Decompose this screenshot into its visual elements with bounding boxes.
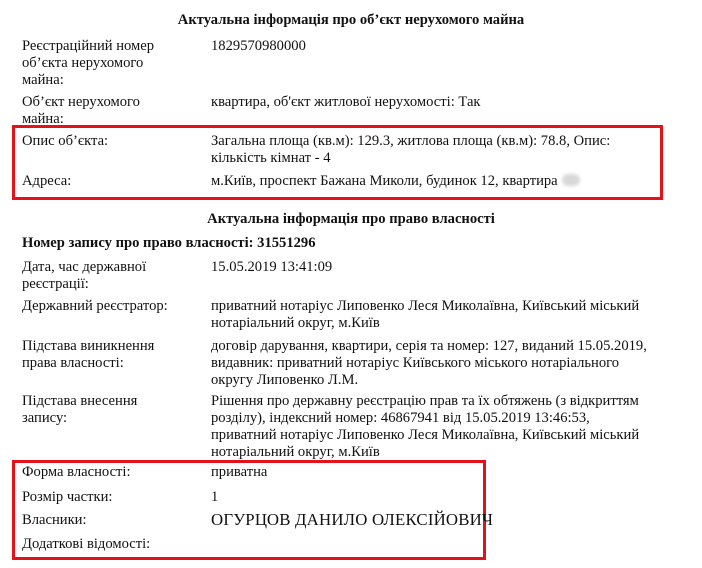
address-text: м.Київ, проспект Бажана Миколи, будинок 12, квартира	[211, 173, 558, 189]
redacted-apartment-icon	[562, 174, 580, 186]
owners-label: Власники:	[22, 512, 87, 528]
entry-basis-label: Підстава внесення запису:	[22, 393, 138, 426]
additional-info-label: Додаткові відомості:	[22, 536, 151, 552]
address-label: Адреса:	[22, 173, 72, 189]
share-value: 1	[211, 489, 219, 505]
ownership-form-value: приватна	[211, 464, 268, 480]
ownership-form-label: Форма власності:	[22, 464, 131, 480]
reg-number-label: Реєстраційний номер об’єкта нерухомого майна:	[22, 38, 155, 88]
ownership-basis-value: договір дарування, квартири, серія та номер: 127, виданий 15.05.2019, видавник: приватний нотаріус Київського міського нотаріального округу Липовенко Л.М.	[211, 338, 647, 388]
object-section-title: Актуальна інформація про об’єкт нерухомого майна	[177, 12, 525, 28]
registrar-value: приватний нотаріус Липовенко Леся Миколаївна, Київський міський нотаріальний округ, м.Київ	[211, 298, 640, 331]
ownership-section-title: Актуальна інформація про право власності	[207, 211, 495, 227]
description-value: Загальна площа (кв.м): 129.3, житлова площа (кв.м): 78.8, Опис: кількість кімнат - 4	[211, 133, 611, 166]
registration-date-value: 15.05.2019 13:41:09	[211, 259, 333, 275]
ownership-basis-label: Підстава виникнення права власності:	[22, 338, 155, 371]
registrar-label: Державний реєстратор:	[22, 298, 168, 314]
object-label: Об’єкт нерухомого майна:	[22, 94, 140, 127]
owners-value: ОГУРЦОВ ДАНИЛО ОЛЕКСІЙОВИЧ	[211, 510, 494, 529]
reg-number-value: 1829570980000	[211, 38, 306, 54]
description-label: Опис об’єкта:	[22, 133, 109, 149]
registration-date-label: Дата, час державної реєстрації:	[22, 259, 147, 292]
object-value: квартира, об'єкт житлової нерухомості: Так	[211, 94, 481, 110]
share-label: Розмір частки:	[22, 489, 113, 505]
address-value	[211, 173, 580, 190]
entry-basis-value: Рішення про державну реєстрацію прав та їх обтяжень (з відкриттям розділу), індексний номер: 46867941 від 15.05.2019 13:46:53, приватний нотаріус Липовенко Леся Миколаївна, Київський міський нотаріальний округ, м.Київ	[211, 393, 640, 460]
ownership-record-number: Номер запису про право власності: 31551296	[22, 235, 316, 251]
